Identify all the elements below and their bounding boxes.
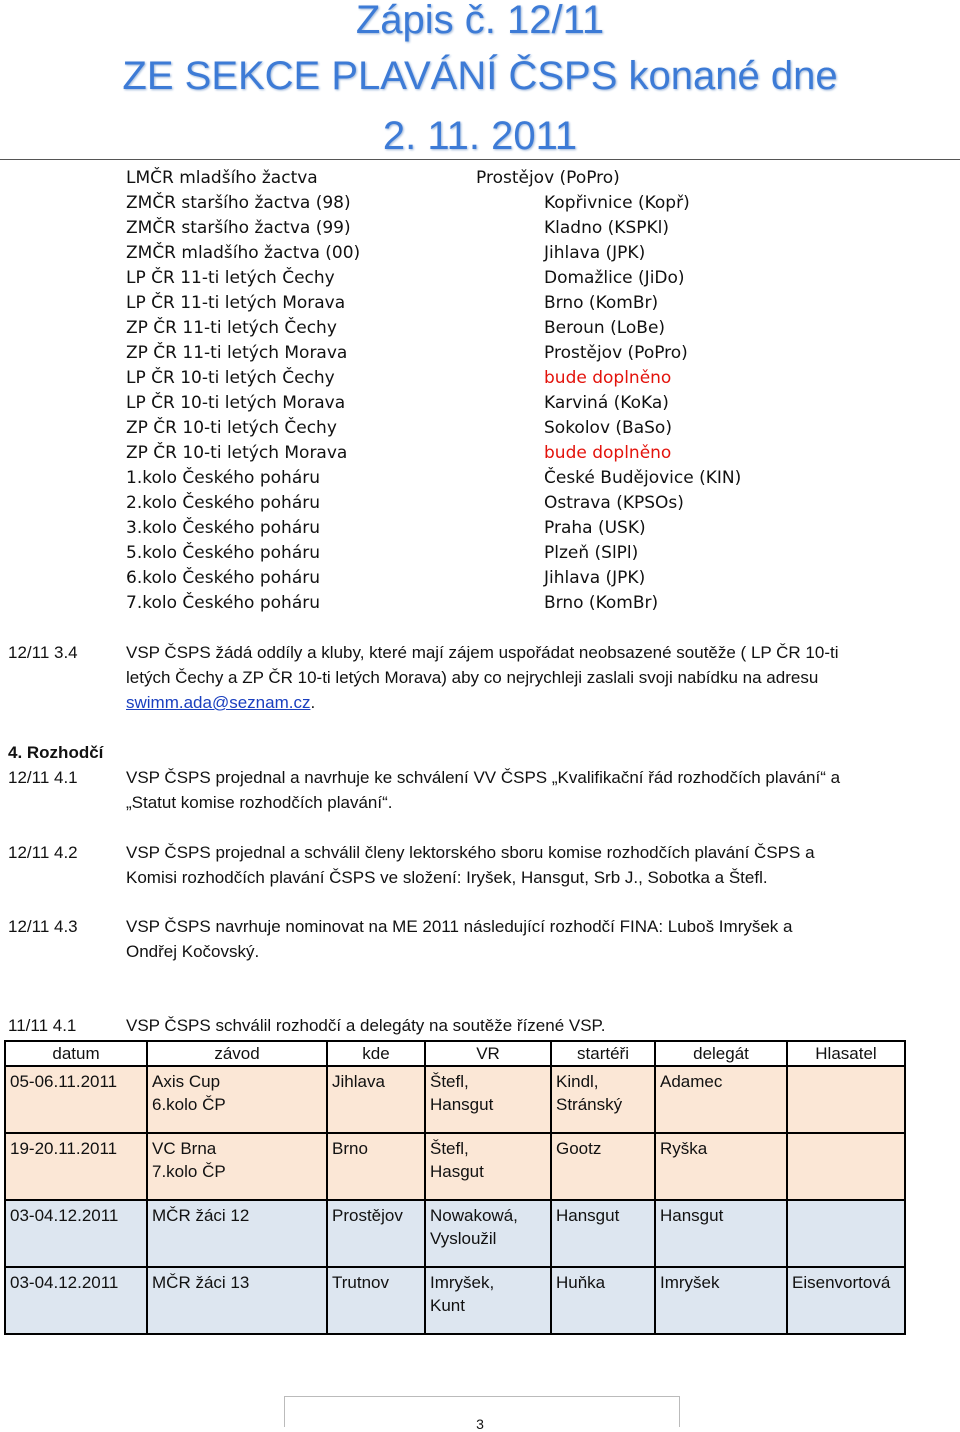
event-row bbox=[0, 416, 960, 440]
column-header: startéři bbox=[551, 1041, 655, 1066]
text-line: VSP ČSPS schválil rozhodčí a delegáty na soutěže řízené VSP. bbox=[126, 1016, 606, 1035]
cell-datum: 05-06.11.2011 bbox=[5, 1066, 147, 1133]
cell-kde: Jihlava bbox=[327, 1066, 425, 1133]
event-place: Plzeň (SlPl) bbox=[544, 543, 639, 563]
cell-starteri bbox=[551, 1267, 655, 1334]
event-row bbox=[0, 391, 960, 415]
event-place: Brno (KomBr) bbox=[544, 293, 659, 313]
event-place: Karviná (KoKa) bbox=[544, 393, 669, 413]
table-row bbox=[5, 1267, 905, 1334]
event-row bbox=[0, 166, 960, 190]
text-line: Ondřej Kočovský. bbox=[126, 942, 260, 961]
text-line: VSP ČSPS žádá oddíly a kluby, které mají zájem uspořádat neobsazené soutěže ( LP ČR 10-ti bbox=[126, 643, 839, 662]
column-header: závod bbox=[147, 1041, 327, 1066]
cell-zavod bbox=[147, 1267, 327, 1334]
cell-datum: 03-04.12.2011 bbox=[5, 1200, 147, 1267]
cell-line: Hansgut bbox=[430, 1095, 494, 1114]
cell-line: Nowakowá, bbox=[430, 1206, 518, 1225]
event-row bbox=[0, 191, 960, 215]
cell-line: Hasgut bbox=[430, 1162, 484, 1181]
event-place: Kladno (KSPKl) bbox=[544, 218, 669, 238]
event-name: ZP ČR 10-ti letých Morava bbox=[126, 443, 348, 463]
cell-line: MČR žáci 12 bbox=[152, 1206, 250, 1225]
cell-line: Kindl, bbox=[556, 1072, 599, 1091]
item-ref: 12/11 4.2 bbox=[8, 843, 78, 862]
event-name: ZMČR staršího žactva (99) bbox=[126, 218, 351, 238]
cell-starteri bbox=[551, 1066, 655, 1133]
document-title-line-1: Zápis č. 12/11 bbox=[355, 0, 605, 42]
cell-line: Gootz bbox=[556, 1139, 602, 1158]
cell-line: Hansgut bbox=[556, 1206, 620, 1225]
event-name: LMČR mladšího žactva bbox=[126, 168, 318, 188]
cell-starteri bbox=[551, 1200, 655, 1267]
cell-line: MČR žáci 13 bbox=[152, 1273, 250, 1292]
event-row bbox=[0, 216, 960, 240]
event-row bbox=[0, 516, 960, 540]
cell-starteri bbox=[551, 1133, 655, 1200]
item-ref: 12/11 4.1 bbox=[8, 768, 78, 787]
event-place: Jihlava (JPK) bbox=[544, 568, 646, 588]
event-place: Ostrava (KPSOs) bbox=[544, 493, 684, 513]
event-name: ZMČR mladšího žactva (00) bbox=[126, 243, 361, 263]
event-name: 5.kolo Českého poháru bbox=[126, 543, 320, 563]
event-place-missing: bude doplněno bbox=[544, 368, 672, 388]
table-header-row bbox=[5, 1041, 905, 1066]
event-name: ZMČR staršího žactva (98) bbox=[126, 193, 351, 213]
column-header: kde bbox=[327, 1041, 425, 1066]
event-place: Prostějov (PoPro) bbox=[544, 343, 688, 363]
cell-line: Huňka bbox=[556, 1273, 606, 1292]
event-name: 3.kolo Českého poháru bbox=[126, 518, 320, 538]
column-header: delegát bbox=[655, 1041, 787, 1066]
cell-line: Stránský bbox=[556, 1095, 623, 1114]
event-row bbox=[0, 466, 960, 490]
event-place: Beroun (LoBe) bbox=[544, 318, 666, 338]
cell-zavod bbox=[147, 1133, 327, 1200]
event-name: LP ČR 11-ti letých Čechy bbox=[126, 268, 335, 288]
event-row bbox=[0, 291, 960, 315]
text-line: Komisi rozhodčích plavání ČSPS ve složení: Iryšek, Hansgut, Srb J., Sobotka a Štefl. bbox=[126, 868, 768, 887]
text-line: letých Čechy a ZP ČR 10-ti letých Morava) aby co nejrychleji zaslali svoji nabídku na adresu bbox=[126, 668, 819, 687]
event-place: Brno (KomBr) bbox=[544, 593, 659, 613]
event-name: ZP ČR 11-ti letých Morava bbox=[126, 343, 348, 363]
email-link[interactable]: swimm.ada@seznam.cz bbox=[126, 693, 311, 712]
event-name: ZP ČR 10-ti letých Čechy bbox=[126, 418, 337, 438]
event-name: 1.kolo Českého poháru bbox=[126, 468, 320, 488]
table-row bbox=[5, 1066, 905, 1133]
cell-vr bbox=[425, 1133, 551, 1200]
email-line bbox=[126, 690, 952, 715]
cell-hlasatel bbox=[787, 1066, 905, 1133]
event-row bbox=[0, 541, 960, 565]
event-row bbox=[0, 341, 960, 365]
cell-line: Štefl, bbox=[430, 1139, 469, 1158]
event-place: Prostějov (PoPro) bbox=[476, 168, 620, 188]
event-place: Praha (USK) bbox=[544, 518, 646, 538]
cell-line: Axis Cup bbox=[152, 1072, 221, 1091]
cell-datum: 03-04.12.2011 bbox=[5, 1267, 147, 1334]
event-name: ZP ČR 11-ti letých Čechy bbox=[126, 318, 337, 338]
cell-line: 7.kolo ČP bbox=[152, 1162, 226, 1181]
document-title-line-2: ZE SEKCE PLAVÁNÍ ČSPS konané dne bbox=[122, 54, 838, 98]
event-row bbox=[0, 316, 960, 340]
column-header: datum bbox=[5, 1041, 147, 1066]
cell-delegat: Ryška bbox=[655, 1133, 787, 1200]
event-place: Domažlice (JiDo) bbox=[544, 268, 685, 288]
text-line: VSP ČSPS projednal a navrhuje ke schválení VV ČSPS „Kvalifikační řád rozhodčích plavání“ a bbox=[126, 768, 841, 787]
cell-line: Kunt bbox=[430, 1296, 465, 1315]
event-place: Sokolov (BaSo) bbox=[544, 418, 672, 438]
table-row bbox=[5, 1133, 905, 1200]
cell-zavod bbox=[147, 1066, 327, 1133]
item-ref: 12/11 3.4 bbox=[8, 643, 78, 662]
cell-kde: Prostějov bbox=[327, 1200, 425, 1267]
item-3-4-text bbox=[126, 640, 952, 715]
event-name: LP ČR 11-ti letých Morava bbox=[126, 293, 346, 313]
column-header: VR bbox=[425, 1041, 551, 1066]
event-name: 7.kolo Českého poháru bbox=[126, 593, 320, 613]
event-place: Kopřivnice (Kopř) bbox=[544, 193, 690, 213]
cell-kde: Trutnov bbox=[327, 1267, 425, 1334]
email-trailing-period: . bbox=[310, 693, 316, 712]
item-4-2-text bbox=[126, 840, 952, 890]
document-title-line-3: 2. 11. 2011 bbox=[382, 114, 578, 158]
event-name: 2.kolo Českého poháru bbox=[126, 493, 320, 513]
text-line: VSP ČSPS navrhuje nominovat na ME 2011 následující rozhodčí FINA: Luboš Imryšek a bbox=[126, 917, 793, 936]
cell-hlasatel bbox=[787, 1133, 905, 1200]
event-row bbox=[0, 241, 960, 265]
item-4-1-text bbox=[126, 765, 952, 815]
page-number: 3 bbox=[476, 1416, 484, 1432]
cell-line: Vysloužil bbox=[430, 1229, 497, 1248]
cell-vr bbox=[425, 1267, 551, 1334]
cell-kde: Brno bbox=[327, 1133, 425, 1200]
event-place: Jihlava (JPK) bbox=[544, 243, 646, 263]
cell-delegat: Adamec bbox=[655, 1066, 787, 1133]
cell-hlasatel: Eisenvortová bbox=[787, 1267, 905, 1334]
cell-line: 6.kolo ČP bbox=[152, 1095, 226, 1114]
item-4-3-text bbox=[126, 914, 952, 964]
event-row bbox=[0, 566, 960, 590]
referee-assignment-table bbox=[4, 1040, 906, 1335]
section-heading: 4. Rozhodčí bbox=[8, 743, 104, 762]
item-ref: 11/11 4.1 bbox=[8, 1016, 77, 1035]
item-ref: 12/11 4.3 bbox=[8, 917, 78, 936]
cell-line: Štefl, bbox=[430, 1072, 469, 1091]
column-header: Hlasatel bbox=[787, 1041, 905, 1066]
cell-datum: 19-20.11.2011 bbox=[5, 1133, 147, 1200]
cell-vr bbox=[425, 1066, 551, 1133]
event-row bbox=[0, 441, 960, 465]
event-name: 6.kolo Českého poháru bbox=[126, 568, 320, 588]
table-row bbox=[5, 1200, 905, 1267]
text-line: „Statut komise rozhodčích plavání“. bbox=[126, 793, 393, 812]
event-name: LP ČR 10-ti letých Morava bbox=[126, 393, 346, 413]
cell-zavod bbox=[147, 1200, 327, 1267]
event-row bbox=[0, 266, 960, 290]
event-place: České Budějovice (KIN) bbox=[544, 468, 742, 488]
cell-delegat: Hansgut bbox=[655, 1200, 787, 1267]
text-line: VSP ČSPS projednal a schválil členy lektorského sboru komise rozhodčích plavání ČSPS a bbox=[126, 843, 815, 862]
event-row bbox=[0, 366, 960, 390]
cell-line: Imryšek, bbox=[430, 1273, 495, 1292]
event-place-missing: bude doplněno bbox=[544, 443, 672, 463]
event-name: LP ČR 10-ti letých Čechy bbox=[126, 368, 335, 388]
item-11-4-1-text bbox=[126, 1013, 952, 1038]
cell-line: VC Brna bbox=[152, 1139, 217, 1158]
header-divider bbox=[0, 159, 960, 160]
cell-hlasatel bbox=[787, 1200, 905, 1267]
event-row bbox=[0, 591, 960, 615]
cell-delegat: Imryšek bbox=[655, 1267, 787, 1334]
cell-vr bbox=[425, 1200, 551, 1267]
event-row bbox=[0, 491, 960, 515]
